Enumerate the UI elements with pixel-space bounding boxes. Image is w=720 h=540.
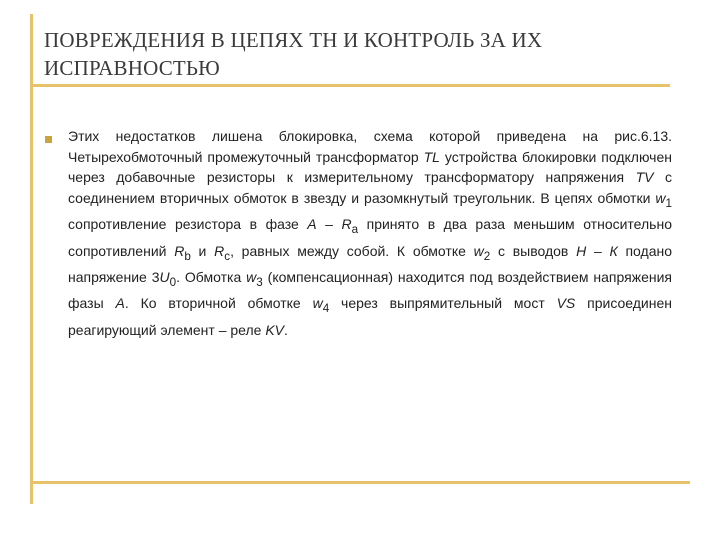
symbol-rb: R <box>174 242 185 259</box>
text-run: с соединением вторичных обмоток в звезду и разомкнутый треугольник. В цепях обмотки <box>68 169 672 206</box>
symbol-w4: w <box>312 295 323 312</box>
symbol-vs: VS <box>556 295 576 312</box>
text-run: . Ко вторичной обмотке <box>124 295 313 312</box>
slide-title <box>44 26 684 82</box>
symbol-ra: R <box>341 216 352 233</box>
subscript: 4 <box>322 302 330 316</box>
symbol-kv: KV <box>265 321 285 338</box>
text-run: с выводов <box>490 242 577 259</box>
square-bullet-icon <box>45 136 52 143</box>
text-run: подано напряжение 3 <box>68 242 673 285</box>
text-run: присоединен реагирующий элемент – реле <box>68 295 672 338</box>
symbol-w2: w <box>473 242 484 259</box>
subscript: 0 <box>169 275 177 289</box>
text-run: – <box>316 216 342 233</box>
text-run: принято в два раза меньшим относительно сопротивлений <box>68 216 672 259</box>
symbol-phase-a: А <box>307 216 317 233</box>
symbol-tl: TL <box>423 148 440 165</box>
subscript: а <box>351 222 359 236</box>
symbol-w1: w <box>655 189 666 206</box>
text-run: через выпрямительный мост <box>329 295 557 312</box>
text-run: сопротивление резистора в фазе <box>68 216 308 233</box>
slide-title-line-1: ПОВРЕЖДЕНИЯ В ЦЕПЯХ ТН И КОНТРОЛЬ ЗА ИХ <box>44 28 543 52</box>
symbol-k: К <box>609 242 618 259</box>
text-run: , равных между собой. К обмотке <box>230 242 474 259</box>
subscript: 2 <box>483 249 491 263</box>
subscript: 3 <box>256 275 263 289</box>
text-run: устройства блокировки подключен через добавочные резисторы к измерительному трансформатору напряжения <box>68 148 672 186</box>
symbol-w3: w <box>246 268 257 285</box>
subscript: b <box>184 249 191 263</box>
bullet-paragraph <box>68 126 672 340</box>
text-run: Этих недостатков лишена блокировка, схема которой приведена на рис.6.13. Четырехобмоточный промежуточный трансформатор <box>68 128 672 165</box>
symbol-u0: U <box>159 268 170 285</box>
bottom-divider-line <box>30 481 690 484</box>
text-run: – <box>586 242 610 259</box>
subscript: с <box>224 249 231 263</box>
text-run: (компенсационная) находится под воздействием напряжения фазы <box>68 268 672 312</box>
symbol-rc: R <box>214 242 225 259</box>
slide-title-line-2: ИСПРАВНОСТЬЮ <box>44 56 220 80</box>
subscript: 1 <box>665 196 672 210</box>
title-divider-line <box>30 84 670 87</box>
symbol-h: Н <box>576 242 587 259</box>
text-run: и <box>190 242 215 259</box>
symbol-tv: TV <box>635 169 654 186</box>
text-run: . <box>284 321 288 338</box>
symbol-phase-a-2: А <box>115 295 125 312</box>
text-run: . Обмотка <box>176 268 247 285</box>
left-accent-line <box>30 14 33 504</box>
